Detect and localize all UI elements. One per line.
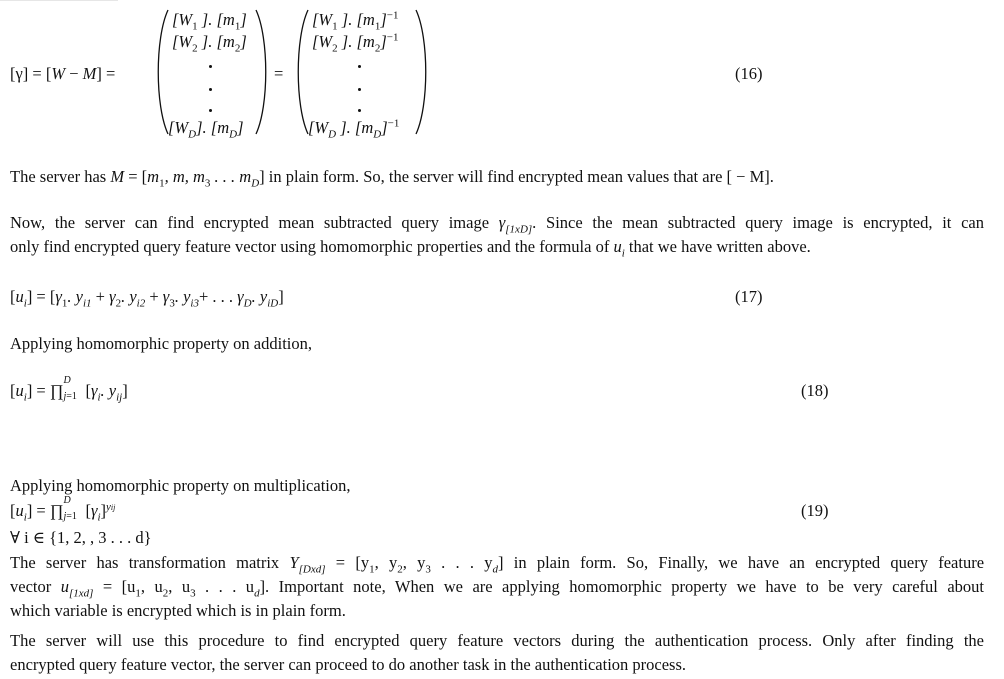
equation-number-18: (18) (801, 381, 829, 400)
right-matrix-dot (358, 109, 361, 112)
paragraph-line: only find encrypted query feature vector using homomorphic properties and the formula of $u_i$ that we have written above. (10, 237, 811, 260)
paragraph-line: The server will use this procedure to find encrypted query feature vectors during the authentication process. Only after finding the (10, 631, 984, 650)
right-matrix-row-d: [$W_D$ ]. $[m_D]^{-1}$ (308, 117, 400, 141)
left-matrix-dot (209, 88, 212, 91)
right-matrix-row-1: [$W_1$ ]. $[m_1]^{-1}$ (312, 9, 399, 33)
paragraph-server-mean: The server has $M = [m_1$, m, $m_3$ . . . $m_D$] in plain form. So, the server will find encrypted mean values that are [ − M]. (10, 167, 774, 190)
equation-number-17: (17) (735, 287, 763, 306)
paragraph-line: The server has transformation matrix $Y_{[Dxd]} = [y_1$, $y_2$, $y_3$ . . . $y_d$] in plain form. So, Finally, we have an encrypted query feature (10, 553, 985, 576)
eq19-formula: $[u_i]$ = ∏ D j=1 $[\gamma_i]^{yij}$ (10, 495, 116, 524)
equation-number-16: (16) (735, 64, 763, 83)
paragraph-procedure (10, 629, 984, 677)
paragraph-line: Now, the server can find encrypted mean subtracted query image $\gamma_{[1xD]}$. Since the mean subtracted query image is encrypted, it can (10, 213, 984, 236)
paragraph-addition: Applying homomorphic property on addition, (10, 334, 313, 353)
paragraph-line: which variable is encrypted which is in plain form. (10, 601, 346, 620)
right-matrix-row-2: [$W_2$ ]. $[m_2]^{-1}$ (312, 31, 399, 55)
left-matrix-row-d: $[W_D]$. $[m_D]$ (168, 118, 244, 141)
left-matrix-dot (209, 109, 212, 112)
top-rule (0, 0, 118, 1)
left-matrix-dot (209, 65, 212, 68)
eq16-left-matrix (154, 8, 270, 141)
paragraph-forall: ∀ i ∈ {1, 2, , 3 . . . d} (10, 528, 152, 547)
right-matrix-dot (358, 88, 361, 91)
paragraph-line: encrypted query feature vector, the server can proceed to do another task in the authentication process. (10, 655, 687, 674)
paragraph-line: vector $u_{[1xd]} = [u_1$, $u_2$, $u_3$ . . . $u_d$]. Important note, When we are applying homomorphic property we have to be very careful about (10, 577, 984, 600)
equation-number-19: (19) (801, 501, 829, 520)
left-matrix-row-2: [$W_2$ ]. $[m_2]$ (172, 32, 247, 55)
paragraph-multiplication: Applying homomorphic property on multiplication, (10, 476, 351, 495)
eq18-formula: $[u_i]$ = ∏ D j=1 [$\gamma_i$. $y_{ij}$] (10, 375, 128, 404)
paragraph-transformation-matrix (10, 551, 984, 623)
eq16-equals: = (274, 64, 284, 83)
eq16-lhs: [γ] = [W − M] = (10, 64, 116, 83)
eq16-right-matrix (294, 8, 430, 141)
left-matrix-row-1: [$W_1$ ]. $[m_1]$ (172, 10, 247, 33)
paragraph-mean-subtracted (10, 211, 984, 259)
right-matrix-dot (358, 65, 361, 68)
eq17-formula: $[u_i] = [\gamma_1$. $y_{i1} + \gamma_2$. $y_{i2} + \gamma_3$. $y_{i3}+$ . . . $\gamma_D$. $y_{iD}$] (10, 287, 284, 310)
